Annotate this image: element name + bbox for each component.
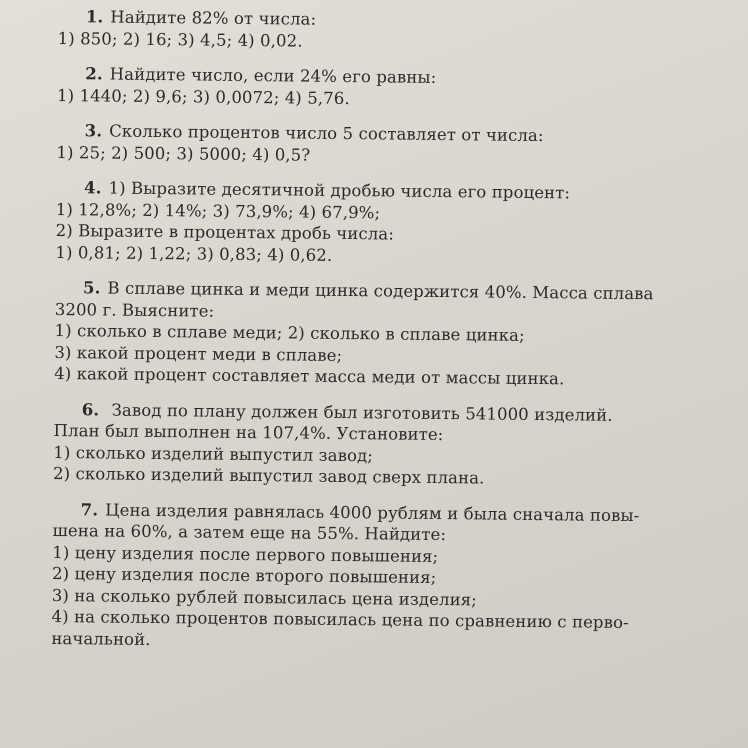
problem-text-line: 3) на сколько рублей повысилась цена изделия;: [51, 585, 478, 609]
problem-text-line: 3) какой процент меди в сплаве;: [54, 342, 343, 365]
problem-title: Сколько процентов число 5 составляет от числа:: [109, 121, 544, 146]
answer-options: 1) 12,8%; 2) 14%; 3) 73,9%; 4) 67,9%;: [55, 199, 381, 222]
problem-number: 7.: [80, 499, 99, 519]
problem-text-line: начальной.: [51, 628, 151, 649]
problem-text-line: 2) цену изделия после второго повышения;: [51, 563, 437, 587]
problem-3: [56, 120, 736, 170]
answer-options: 1) 25; 2) 500; 3) 5000; 4) 0,5?: [56, 142, 311, 165]
problem-1: [58, 6, 738, 56]
problem-number: 4.: [83, 178, 102, 198]
problem-6: [53, 398, 734, 491]
problem-text-line: 1) сколько в сплаве меди; 2) сколько в сплаве цинка;: [54, 320, 525, 345]
problem-number: 6.: [81, 399, 100, 419]
problem-5: [54, 277, 735, 392]
problem-text-line: 1) цену изделия после первого повышения;: [52, 542, 439, 566]
problem-title: Цена изделия равнялась 4000 рублям и была сначала повы-: [105, 500, 640, 525]
problem-text-line: 4) какой процент составляет масса меди от массы цинка.: [54, 363, 565, 389]
answer-options: 1) 0,81; 2) 1,22; 3) 0,83; 4) 0,62.: [55, 242, 333, 265]
problem-text-line: План был выполнен на 107,4%. Установите:: [53, 420, 444, 445]
problem-4: [55, 177, 736, 270]
problem-2: [57, 63, 737, 113]
problem-text-line: 4) на сколько процентов повысилась цена по сравнению с перво-: [51, 606, 629, 633]
answer-options: 1) 850; 2) 16; 3) 4,5; 4) 0,02.: [57, 28, 303, 51]
problem-number: 5.: [82, 278, 101, 298]
answer-options: 1) 1440; 2) 9,6; 3) 0,0072; 4) 5,76.: [56, 85, 350, 108]
problem-7: [51, 498, 733, 656]
problem-number: 2.: [85, 64, 103, 84]
sub-question: 2) Выразите в процентах дробь числа:: [55, 220, 395, 244]
problem-number: 3.: [84, 121, 103, 141]
problem-number: 1.: [85, 7, 104, 27]
problem-title: В сплаве цинка и меди цинка содержится 40%. Масса сплава: [107, 278, 654, 304]
problem-text-line: 2) сколько изделий выпустил завод сверх плана.: [53, 463, 485, 488]
problem-text-line: шена на 60%, а затем еще на 55%. Найдите:: [52, 520, 447, 545]
exercise-list: [51, 6, 738, 670]
problem-title: Найдите 82% от числа:: [110, 7, 317, 29]
problem-title: Найдите число, если 24% его равны:: [109, 64, 437, 87]
problem-text-line: 3200 г. Выясните:: [54, 299, 215, 321]
problem-title: Завод по плану должен был изготовить 541000 изделий.: [106, 400, 613, 425]
problem-title: 1) Выразите десятичной дробью числа его процент:: [108, 178, 571, 203]
problem-text-line: 1) сколько изделий выпустил завод;: [53, 442, 374, 465]
